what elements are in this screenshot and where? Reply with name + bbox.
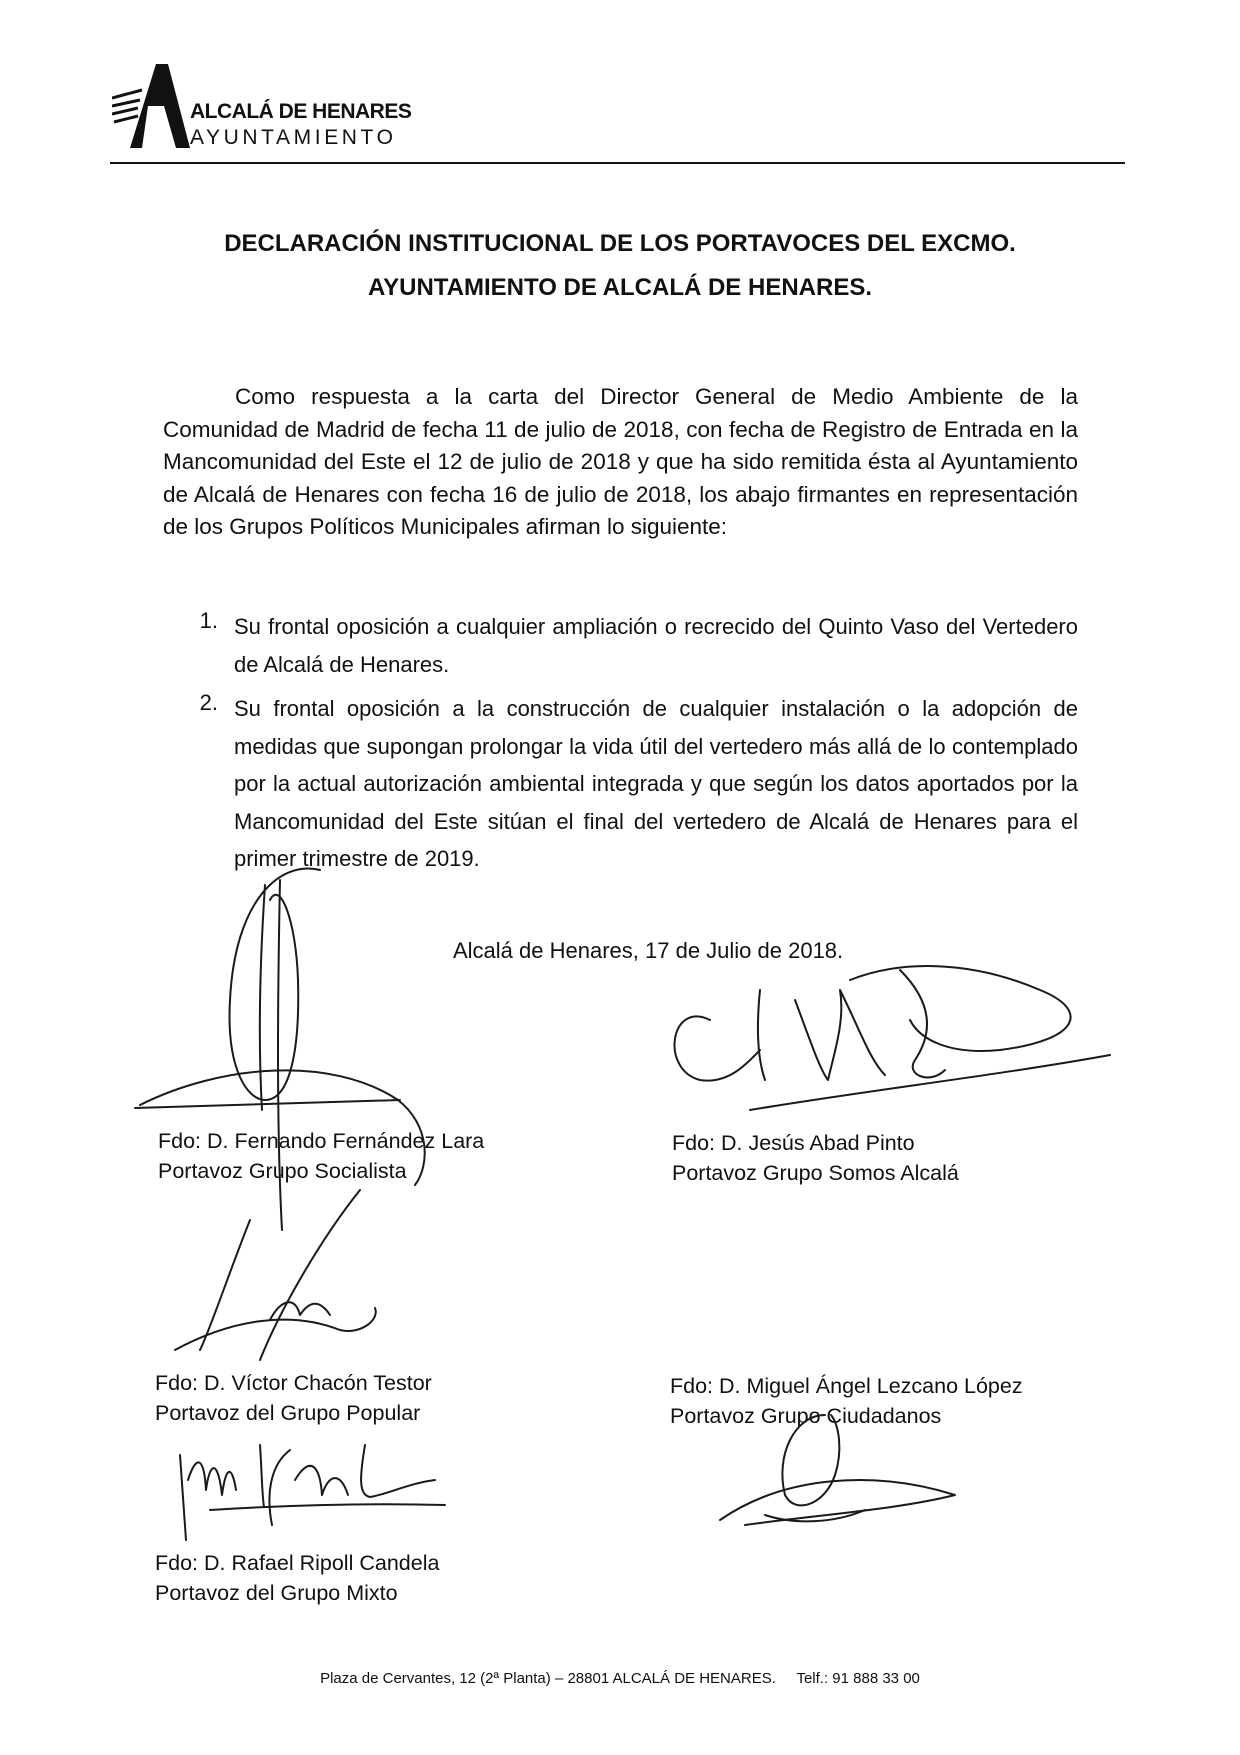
signatory-name: Fdo: D. Víctor Chacón Testor: [155, 1371, 432, 1395]
signatory-role: Portavoz del Grupo Popular: [155, 1401, 421, 1425]
letterhead-institution: AYUNTAMIENTO: [190, 126, 397, 149]
header-divider: [110, 162, 1125, 164]
signatory-name: Fdo: D. Fernando Fernández Lara: [158, 1129, 485, 1153]
signatory-role: Portavoz del Grupo Mixto: [155, 1581, 398, 1605]
signatory-name: Fdo: D. Jesús Abad Pinto: [672, 1131, 915, 1155]
document-title-line-2: AYUNTAMIENTO DE ALCALÁ DE HENARES.: [367, 274, 873, 301]
place-date: Alcalá de Henares, 17 de Julio de 2018.: [453, 938, 844, 963]
list-item-text: Su frontal oposición a la construcción de cualquier instalación o la adopción de medidas que supongan prolongar la vida útil del vertedero más allá de lo contemplado por la actual autorización ambiental integrada y que según los datos aportados por la Mancomunidad del Este sitúan el final del vertedero de Alcalá de Henares para el primer trimestre de 2019.: [234, 696, 1078, 871]
city-logo-icon: [112, 60, 192, 150]
handwritten-signature: [170, 1180, 400, 1380]
signatory-role: Portavoz Grupo Ciudadanos: [670, 1404, 942, 1428]
handwritten-signature: [170, 1435, 450, 1545]
letterhead-city: ALCALÁ DE HENARES: [190, 100, 412, 123]
signatory-name: Fdo: D. Rafael Ripoll Candela: [155, 1551, 440, 1575]
signatory-role: Portavoz Grupo Socialista: [158, 1159, 407, 1183]
handwritten-signature: [670, 960, 1120, 1140]
signatory-role: Portavoz Grupo Somos Alcalá: [672, 1161, 959, 1185]
handwritten-signature: [715, 1395, 975, 1545]
footer-address: Plaza de Cervantes, 12 (2ª Planta) – 28801 ALCALÁ DE HENARES. Telf.: 91 888 33 00: [320, 1670, 920, 1687]
list-item-number: 1.: [199, 608, 218, 633]
document-title-line-1: DECLARACIÓN INSTITUCIONAL DE LOS PORTAVOCES DEL EXCMO.: [224, 230, 1016, 257]
signature-block-mixto: [155, 1548, 439, 1608]
list-item-text: Su frontal oposición a cualquier ampliación o recrecido del Quinto Vaso del Vertedero de Alcalá de Henares.: [234, 614, 1078, 677]
intro-paragraph: Como respuesta a la carta del Director General de Medio Ambiente de la Comunidad de Madrid de fecha 11 de julio de 2018, con fecha de Registro de Entrada en la Mancomunidad del Este el 12 de julio de 2018 y que ha sido remitida ésta al Ayuntamiento de Alcalá de Henares con fecha 16 de julio de 2018, los abajo firmantes en representación de los Grupos Políticos Municipales afirman lo siguiente:: [163, 384, 1078, 540]
signatory-name: Fdo: D. Miguel Ángel Lezcano López: [670, 1374, 1023, 1398]
list-item-number: 2.: [199, 690, 218, 715]
